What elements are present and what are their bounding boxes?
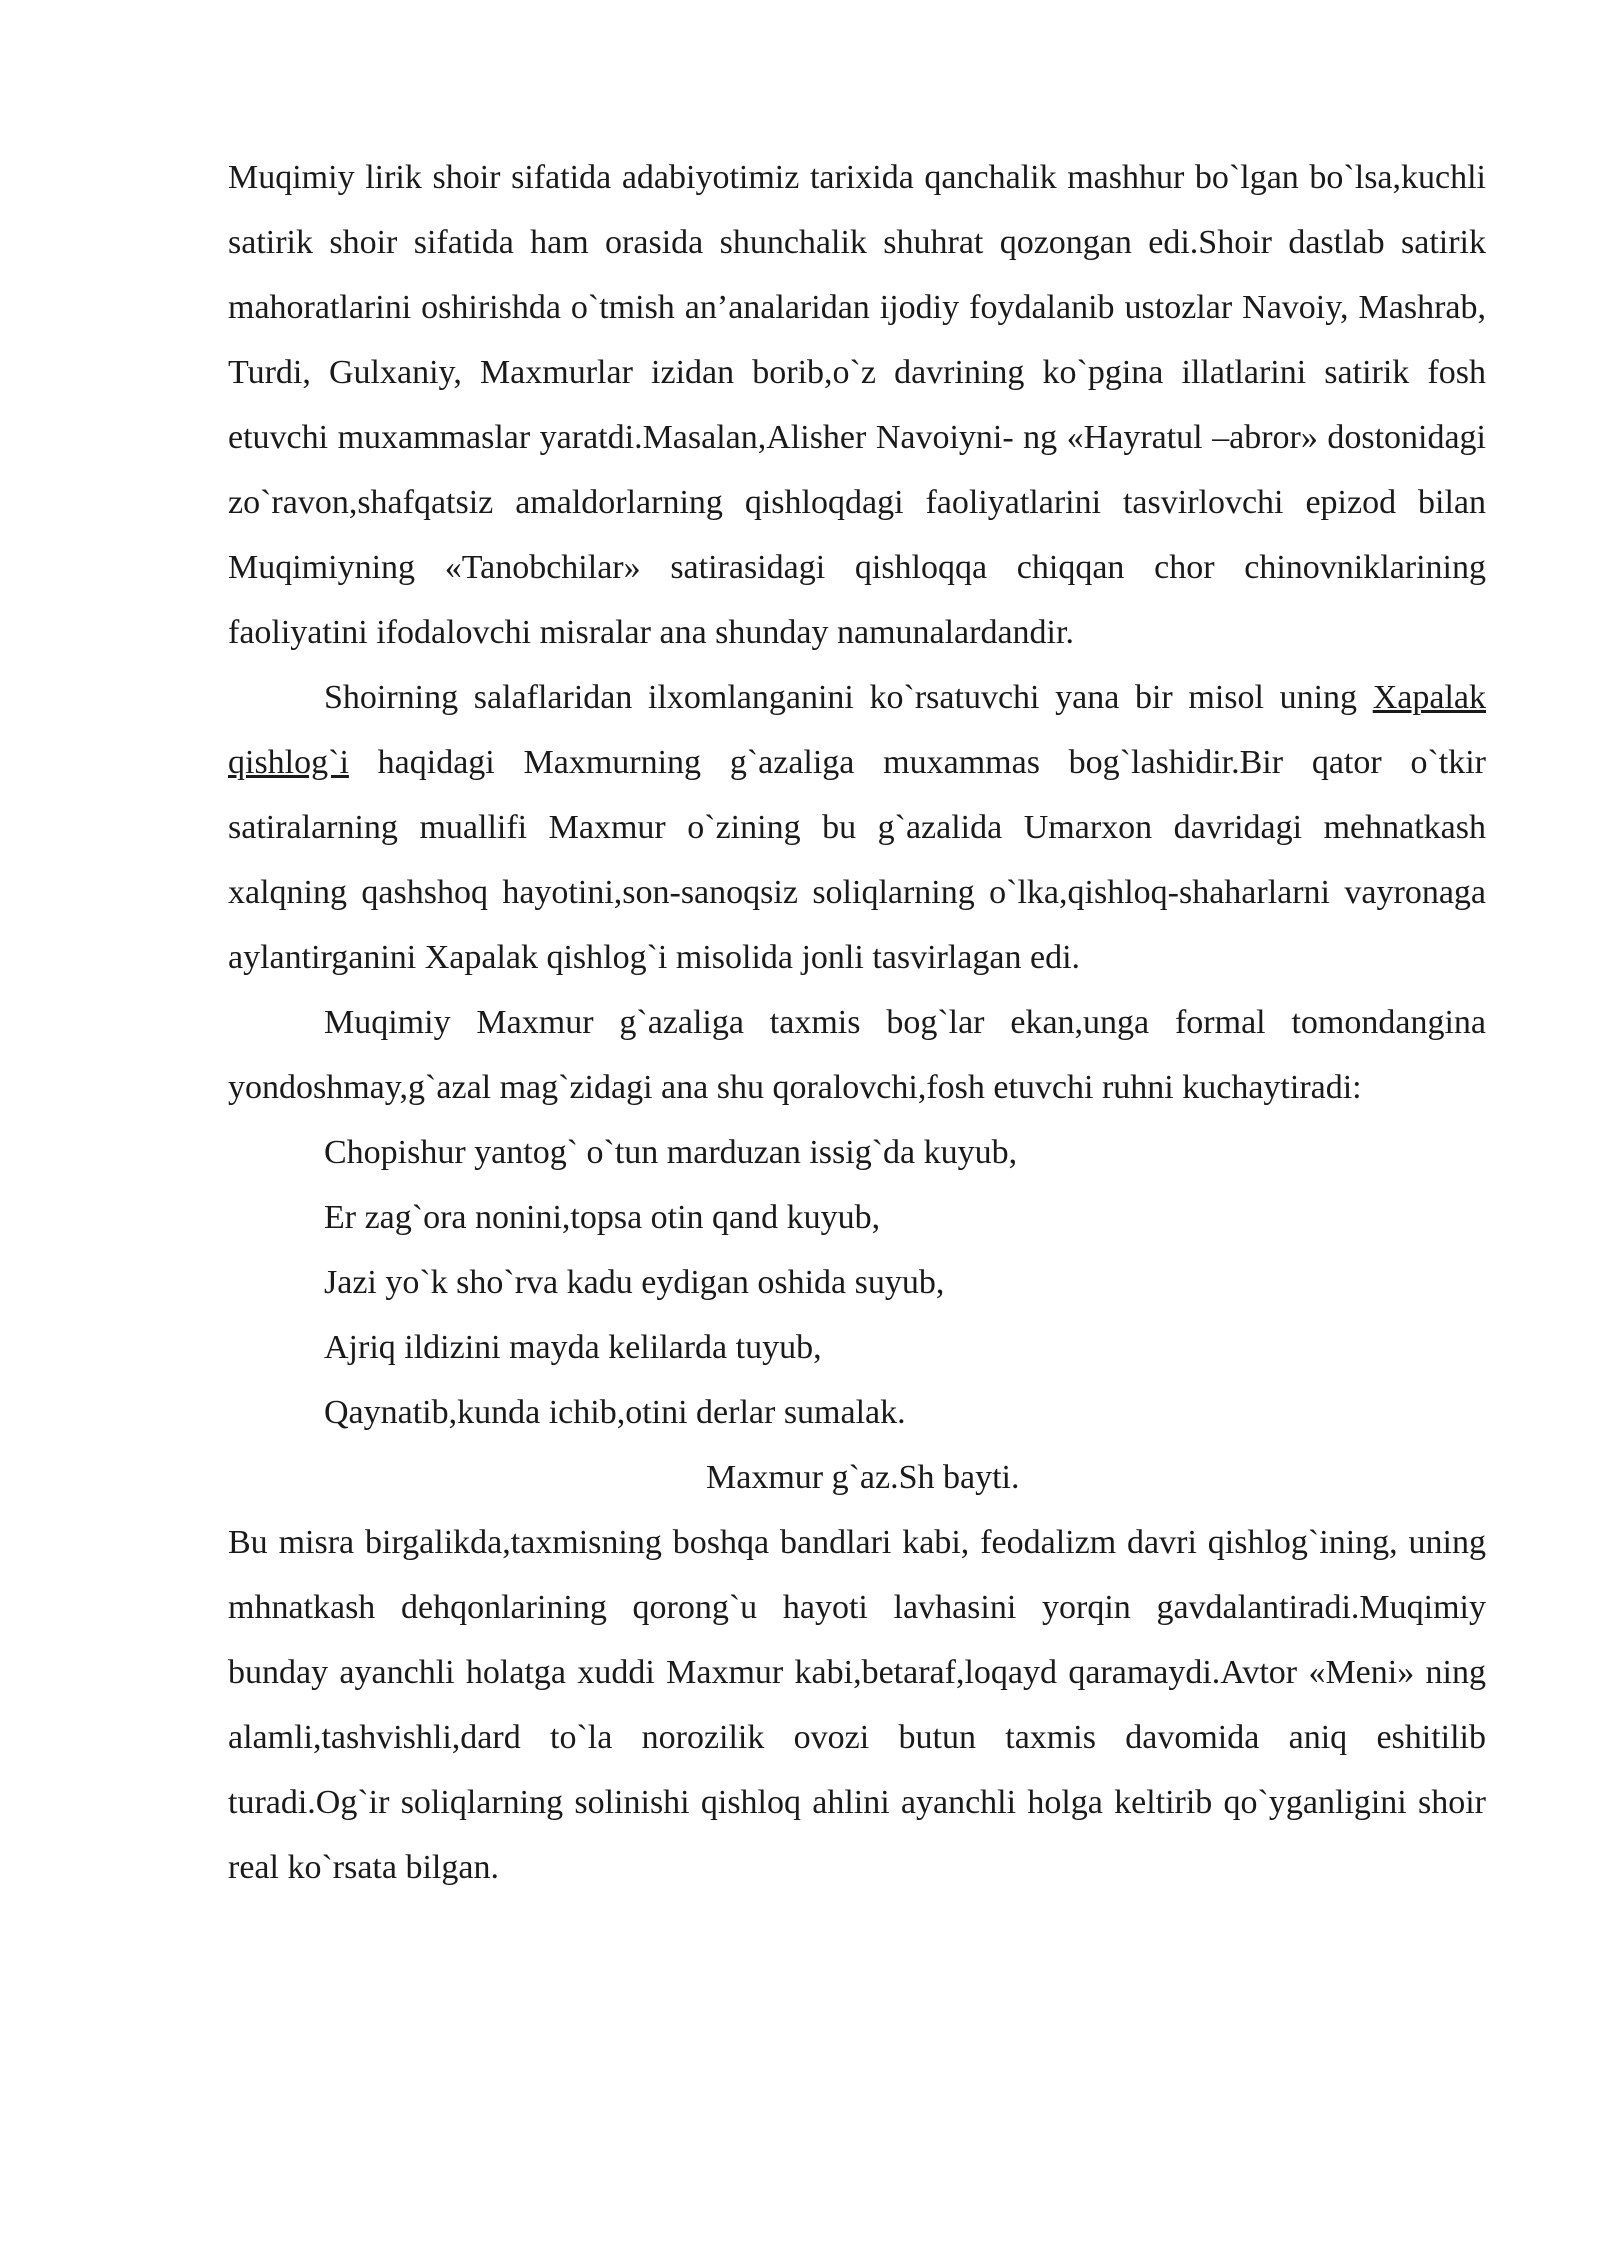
xapalak-qishlogi-link[interactable]: Xapalak qishlog`i (228, 679, 1486, 781)
verse-line-1: Chopishur yantog` o`tun marduzan issig`da kuyub, (324, 1134, 1018, 1171)
verse-line-3: Jazi yo`k sho`rva kadu eydigan oshida suyub, (324, 1264, 945, 1301)
paragraph-intro: Muqimiy lirik shoir sifatida adabiyotimiz tarixida qanchalik mashhur bo`lgan bo`lsa,kuchli satirik shoir sifatida ham orasida shunchalik shuhrat qozongan edi.Shoir dastlab satirik mahoratlarini oshirishda o`tmish an’analaridan ijodiy foydalanib ustozlar Navoiy, Mashrab, Turdi, Gulxaniy, Maxmurlar izidan borib,o`z davrining ko`pgina illatlarini satirik fosh etuvchi muxammaslar yaratdi.Masalan,Alisher Navoiyni- ng «Hayratul –abror» dostonidagi zo`ravon,shafqatsiz amaldorlarning qishloqdagi faoliyatlarini tasvirlovchi epizod bilan Muqimiyning «Tanobchilar» satirasidagi qishloqqa chiqqan chor chinovniklarining faoliyatini ifodalovchi misralar ana shunday namunalardandir. (228, 159, 1486, 651)
paragraph-conclusion: Bu misra birgalikda,taxmisning boshqa bandlari kabi, feodalizm davri qishlog`ining, uning mhnatkash dehqonlarining qorong`u hayoti lavhasini yorqin gavdalantiradi.Muqimiy bunday ayanchli holatga xuddi Maxmur kabi,betaraf,loqayd qaramaydi.Avtor «Meni» ning alamli,tashvishli,dard to`la norozilik ovozi butun taxmis davomida aniq eshitilib turadi.Og`ir soliqlarning solinishi qishloq ahlini ayanchli holga keltirib qo`yganligini shoir real ko`rsata bilgan. (228, 1524, 1486, 1886)
verse-line-4: Ajriq ildizini mayda kelilarda tuyub, (324, 1329, 822, 1366)
paragraph-salaflar (228, 665, 1486, 990)
verse-citation: Maxmur g`az.Sh bayti. (706, 1459, 1020, 1496)
paragraph-taxmis: Muqimiy Maxmur g`azaliga taxmis bog`lar ekan,unga formal tomondangina yondoshmay,g`azal mag`zidagi ana shu qoralovchi,fosh etuvchi ruhni kuchaytiradi: (228, 1004, 1486, 1106)
paragraph-salaflar-end: haqidagi Maxmurning g`azaliga muxammas bog`lashidir.Bir qator o`tkir satiralarning muallifi Maxmur o`zining bu g`azalida Umarxon davridagi mehnatkash xalqning qashshoq hayotini,son-sanoqsiz soliqlarning o`lka,qishloq-shaharlarni vayronaga aylantirganini Xapalak qishlog`i misolida jonli tasvirlagan edi. (228, 744, 1486, 976)
verse-line-5: Qaynatib,kunda ichib,otini derlar sumalak. (324, 1394, 906, 1431)
paragraph-salaflar-start: Shoirning salaflaridan ilxomlanganini ko`rsatuvchi yana bir misol uning (324, 679, 1358, 716)
verse-block (228, 1120, 1486, 1445)
verse-line-2: Er zag`ora nonini,topsa otin qand kuyub, (324, 1199, 881, 1236)
document-page (228, 145, 1486, 1900)
